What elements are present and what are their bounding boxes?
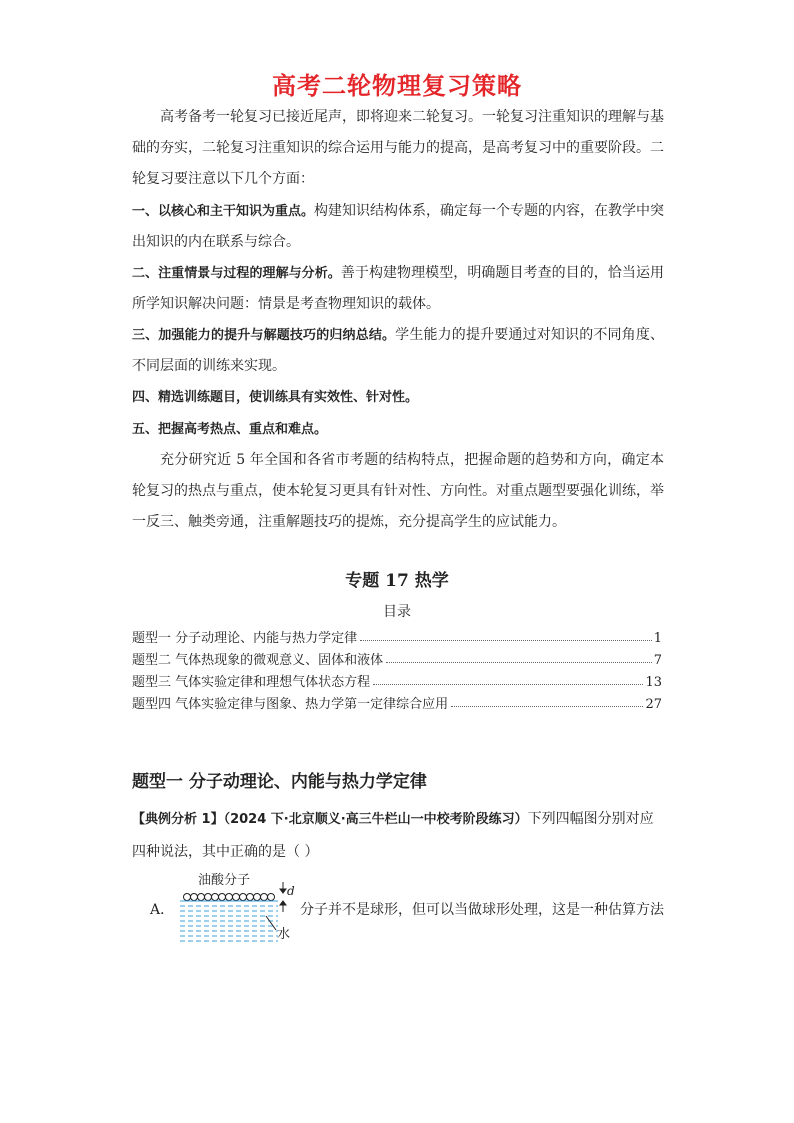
oil-film-figure [176, 870, 296, 942]
option-a-letter: A． [150, 902, 175, 918]
point-2 [132, 258, 664, 320]
topic-title: 专题 17 热学 [345, 571, 449, 591]
point-2-text: 善于构建物理模型，明确题目考查的目的，恰当运用所学知识解决问题：情景是考查物理知识的载体。 [132, 265, 664, 312]
point-1-text: 构建知识结构体系，确定每一个专题的内容，在教学中突出知识的内在联系与综合。 [132, 203, 665, 250]
point-1-bold: 一、以核心和主干知识为重点。 [132, 204, 315, 219]
table-of-contents [132, 624, 662, 712]
toc-item-label: 题型四 气体实验定律与图象、热力学第一定律综合应用 [132, 697, 449, 712]
intro-paragraph: 高考备考一轮复习已接近尾声，即将迎来二轮复习。一轮复习注重知识的理解与基础的夯实，二轮复习注重知识的综合运用与能力的提高，是高考复习中的重要阶段。二轮复习要注意以下几个方面： [132, 109, 664, 187]
outro-paragraph: 充分研究近 5 年全国和各省市考题的结构特点，把握命题的趋势和方向，确定本轮复习的热点与重点，使本轮复习更具有针对性、方向性。对重点题型要强化训练，举一反三、触类旁通，注重解题技巧的提炼，充分提高学生的应试能力。 [132, 452, 664, 530]
toc-heading: 目录 [383, 604, 411, 620]
toc-item-page: 27 [645, 697, 662, 712]
option-a-text: 分子并不是球形，但可以当做球形处理，这是一种估算方法 [300, 902, 664, 918]
fig-label-water: 水 [277, 927, 291, 942]
toc-item-page: 13 [645, 675, 662, 690]
point-3-text: 学生能力的提升要通过对知识的不同角度、不同层面的训练来实现。 [132, 327, 664, 374]
toc-item-label: 题型三 气体实验定律和理想气体状态方程 [132, 675, 371, 690]
example-tag: 【典例分析 1】（2024 下·北京顺义·高三牛栏山一中校考阶段练习） [132, 812, 528, 827]
point-4 [132, 382, 664, 413]
toc-item-page: 7 [653, 653, 662, 668]
point-3 [132, 320, 664, 382]
point-1 [132, 196, 664, 258]
toc-leader-dots [386, 662, 652, 663]
toc-item-label: 题型二 气体热现象的微观意义、固体和液体 [132, 653, 384, 668]
fig-label-oil-molecule: 油酸分子 [198, 873, 251, 888]
toc-item[interactable] [132, 668, 662, 690]
toc-item[interactable] [132, 646, 662, 668]
fig-label-d: d [287, 884, 295, 898]
toc-item[interactable] [132, 624, 662, 646]
point-5-bold: 五、把握高考热点、重点和难点。 [132, 422, 328, 437]
water-pointer-line [266, 916, 276, 930]
toc-leader-dots [451, 706, 643, 707]
toc-item[interactable] [132, 690, 662, 712]
document-title: 高考二轮物理复习策略 [272, 72, 522, 100]
toc-leader-dots [360, 640, 652, 641]
toc-item-page: 1 [653, 631, 662, 646]
example-question-text: 下列四幅图分别对应四种说法，其中正确的是（ ） [132, 811, 654, 860]
thickness-arrows [280, 882, 286, 912]
toc-item-label: 题型一 分子动理论、内能与热力学定律 [132, 631, 358, 646]
toc-leader-dots [373, 684, 643, 685]
oil-molecule-row [184, 894, 275, 901]
example-question [132, 803, 664, 869]
water-body [180, 901, 278, 941]
section-heading: 题型一 分子动理论、内能与热力学定律 [132, 772, 427, 792]
point-2-bold: 二、注重情景与过程的理解与分析。 [132, 266, 341, 281]
point-5 [132, 414, 664, 445]
point-4-bold: 四、精选训练题目，使训练具有实效性、针对性。 [132, 390, 419, 405]
point-3-bold: 三、加强能力的提升与解题技巧的归纳总结。 [132, 328, 396, 343]
